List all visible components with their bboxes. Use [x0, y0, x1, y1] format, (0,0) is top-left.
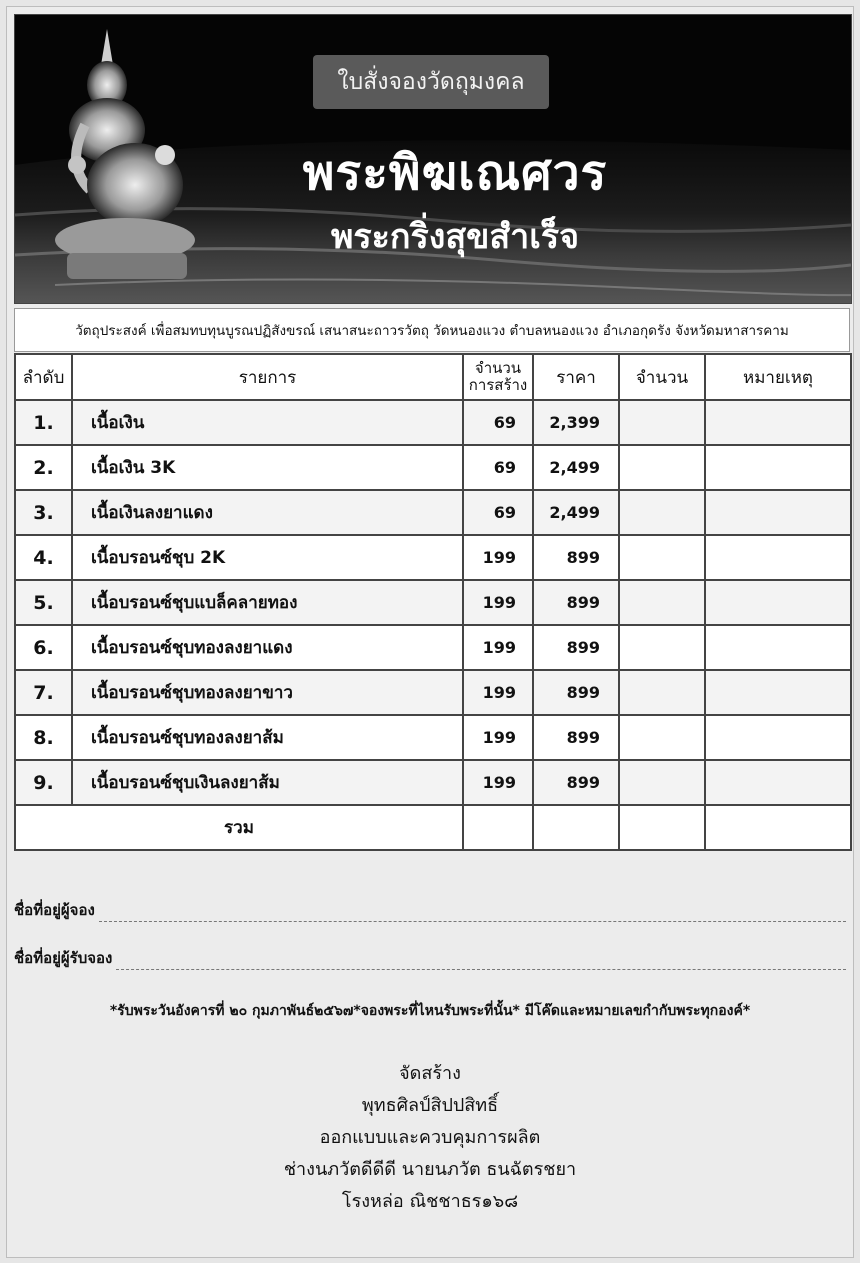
item-price: 899 [533, 670, 619, 715]
quantity-cell[interactable] [619, 490, 705, 535]
total-label: รวม [15, 805, 463, 850]
remark-cell[interactable] [705, 625, 851, 670]
credits-block [0, 1058, 860, 1218]
amulet-subtitle: พระกริ่งสุขสำเร็จ [330, 217, 580, 257]
col-made-header: จำนวน การสร้าง [463, 354, 533, 400]
item-name: เนื้อบรอนซ์ชุบทองลงยาขาว [72, 670, 463, 715]
item-price: 2,399 [533, 400, 619, 445]
table-row [15, 670, 851, 715]
total-price-cell[interactable] [533, 805, 619, 850]
amulet-title: พระพิฆเณศวร [302, 145, 608, 201]
order-form-tag: ใบสั่งจองวัดถุมงคล [313, 55, 549, 109]
remark-cell[interactable] [705, 580, 851, 625]
made-count: 199 [463, 535, 533, 580]
row-number: 9. [15, 760, 72, 805]
table-row [15, 760, 851, 805]
quantity-cell[interactable] [619, 580, 705, 625]
order-table [14, 353, 852, 851]
item-price: 2,499 [533, 490, 619, 535]
item-price: 899 [533, 760, 619, 805]
col-item-header: รายการ [72, 354, 463, 400]
remark-cell[interactable] [705, 535, 851, 580]
item-name: เนื้อบรอนซ์ชุบแบล็คลายทอง [72, 580, 463, 625]
orderer-address-label: ชื่อที่อยู่ผู้จอง [14, 901, 95, 919]
item-price: 899 [533, 625, 619, 670]
row-number: 2. [15, 445, 72, 490]
remark-cell[interactable] [705, 400, 851, 445]
remark-cell[interactable] [705, 760, 851, 805]
total-made-cell [463, 805, 533, 850]
credit-heading: จัดสร้าง [399, 1063, 461, 1084]
orderer-address-field[interactable] [14, 898, 846, 922]
row-number: 8. [15, 715, 72, 760]
row-number: 3. [15, 490, 72, 535]
made-count: 199 [463, 760, 533, 805]
made-count: 69 [463, 490, 533, 535]
item-name: เนื้อบรอนซ์ชุบทองลงยาแดง [72, 625, 463, 670]
table-row [15, 490, 851, 535]
credit-line: พุทธศิลป์สิปปสิทธิ์ [361, 1095, 499, 1116]
remark-cell[interactable] [705, 715, 851, 760]
item-price: 899 [533, 535, 619, 580]
credit-line: ออกแบบและควบคุมการผลิต [319, 1127, 541, 1148]
col-qty-header: จำนวน [619, 354, 705, 400]
item-name: เนื้อเงิน 3K [72, 445, 463, 490]
table-row [15, 625, 851, 670]
table-row [15, 445, 851, 490]
item-name: เนื้อเงิน [72, 400, 463, 445]
table-row [15, 715, 851, 760]
item-name: เนื้อบรอนซ์ชุบเงินลงยาส้ม [72, 760, 463, 805]
header-banner [14, 14, 852, 304]
quantity-cell[interactable] [619, 670, 705, 715]
row-number: 6. [15, 625, 72, 670]
table-row [15, 535, 851, 580]
receiver-address-label: ชื่อที่อยู่ผู้รับจอง [14, 949, 113, 967]
col-remark-header: หมายเหตุ [705, 354, 851, 400]
item-price: 2,499 [533, 445, 619, 490]
made-count: 199 [463, 580, 533, 625]
quantity-cell[interactable] [619, 715, 705, 760]
remark-cell[interactable] [705, 445, 851, 490]
row-number: 7. [15, 670, 72, 715]
total-qty-cell[interactable] [619, 805, 705, 850]
col-no-header: ลำดับ [15, 354, 72, 400]
col-price-header: ราคา [533, 354, 619, 400]
table-row [15, 400, 851, 445]
item-price: 899 [533, 715, 619, 760]
remark-cell[interactable] [705, 670, 851, 715]
total-remark-cell[interactable] [705, 805, 851, 850]
row-number: 5. [15, 580, 72, 625]
made-count: 199 [463, 670, 533, 715]
item-price: 899 [533, 580, 619, 625]
quantity-cell[interactable] [619, 760, 705, 805]
credit-line: โรงหล่อ ณิชชาธร๑๖๘ [341, 1191, 519, 1212]
table-row [15, 580, 851, 625]
pickup-note: *รับพระวันอังคารที่ ๒๐ กุมภาพันธ์๒๕๖๗*จองพระที่ไหนรับพระที่นั้น* มีโค๊ดและหมายเลขกำกับพระทุกองค์* [109, 1003, 751, 1019]
quantity-cell[interactable] [619, 445, 705, 490]
item-name: เนื้อบรอนซ์ชุบ 2K [72, 535, 463, 580]
remark-cell[interactable] [705, 490, 851, 535]
orderer-address-line[interactable] [99, 907, 846, 922]
receiver-address-field[interactable] [14, 946, 846, 970]
purpose-text: วัตถุประสงค์ เพื่อสมทบทุนบูรณปฏิสังขรณ์ เสนาสนะถาวรวัตถุ วัดหนองแวง ตำบลหนองแวง อำเภอกุดรัง จังหวัดมหาสารคาม [14, 308, 850, 352]
quantity-cell[interactable] [619, 400, 705, 445]
item-name: เนื้อเงินลงยาแดง [72, 490, 463, 535]
quantity-cell[interactable] [619, 535, 705, 580]
made-count: 199 [463, 625, 533, 670]
item-name: เนื้อบรอนซ์ชุบทองลงยาส้ม [72, 715, 463, 760]
row-number: 4. [15, 535, 72, 580]
quantity-cell[interactable] [619, 625, 705, 670]
credit-line: ช่างนภวัตดีดีดี นายนภวัต ธนฉัตรชยา [283, 1159, 577, 1180]
made-count: 199 [463, 715, 533, 760]
total-row [15, 805, 851, 850]
receiver-address-line[interactable] [116, 955, 846, 970]
made-count: 69 [463, 400, 533, 445]
row-number: 1. [15, 400, 72, 445]
made-count: 69 [463, 445, 533, 490]
table-header-row [15, 354, 851, 400]
